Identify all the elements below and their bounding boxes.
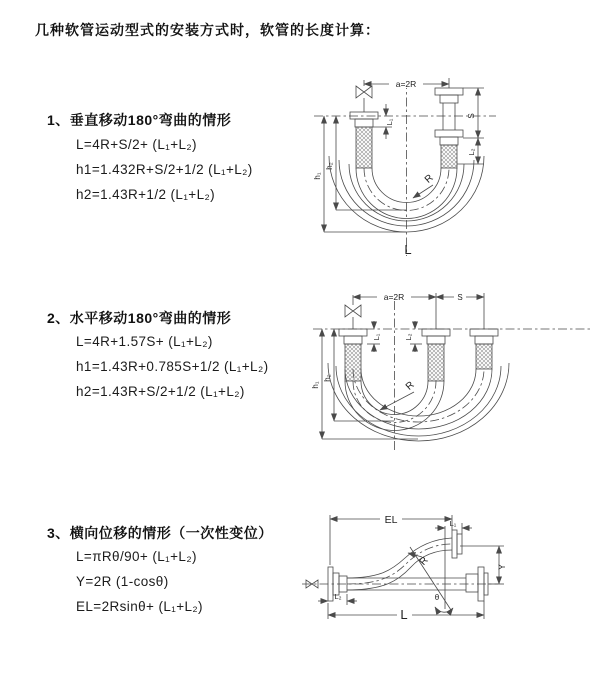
section-2-heading: 2、水平移动180°弯曲的情形	[47, 310, 232, 326]
dim-label-l1: L₁	[449, 519, 457, 528]
section-3-formula-L: L=πRθ/90+ (L₁+L₂)	[76, 549, 197, 564]
valve-icon	[345, 295, 361, 329]
dim-l	[328, 601, 484, 622]
section-1-heading: 1、垂直移动180°弯曲的情形	[47, 112, 232, 128]
section-2-formula-L: L=4R+1.57S+ (L₁+L₂)	[76, 334, 213, 349]
left-braided-hose	[345, 344, 361, 381]
dim-label-l: L	[404, 242, 412, 257]
angle-construction	[410, 526, 453, 612]
dim-l1	[435, 519, 472, 534]
right-flange	[470, 329, 498, 344]
diagram-vertical-180-bend	[306, 64, 586, 259]
radius-leader	[380, 380, 417, 410]
section-3-formula-EL: EL=2Rsinθ+ (L₁+L₂)	[76, 599, 203, 614]
dim-s-l2	[457, 88, 484, 164]
right-flange-stack	[435, 88, 463, 145]
section-3-formula-Y: Y=2R (1-cosθ)	[76, 574, 169, 589]
dim-label-l2: L₂	[467, 148, 476, 156]
right-braided-hose	[441, 145, 457, 168]
dim-label-l2: L₂	[404, 333, 413, 341]
dim-label-l1: L₁	[372, 333, 381, 341]
dim-y	[460, 546, 507, 584]
dim-a2r	[364, 78, 449, 89]
diagram-horizontal-180-bend	[308, 281, 598, 456]
left-braided-hose	[356, 127, 372, 168]
section-1-formula-h2: h2=1.43R+1/2 (L₁+L₂)	[76, 187, 216, 202]
dim-l2	[404, 321, 422, 352]
dim-label-el: EL	[384, 514, 398, 526]
dim-l1	[372, 104, 394, 139]
displaced-hose-curve	[347, 538, 452, 590]
dim-label-a2r: a=2R	[383, 292, 405, 302]
dim-l2	[318, 592, 357, 605]
dim-el	[330, 513, 452, 565]
section-3-heading: 3、横向位移的情形（一次性变位）	[47, 525, 273, 541]
dim-label-h1: h₁	[313, 172, 322, 180]
section-1-formula-L: L=4R+S/2+ (L₁+L₂)	[76, 137, 197, 152]
radius-leader	[413, 173, 436, 198]
diagram-lateral-displacement	[298, 497, 598, 657]
dim-label-r: R	[403, 379, 417, 393]
dim-label-y: Y	[497, 563, 507, 571]
middle-flange	[422, 329, 450, 344]
section-1-formula-h1: h1=1.432R+S/2+1/2 (L₁+L₂)	[76, 162, 253, 177]
dim-label-r: R	[422, 172, 436, 186]
dim-label-s: S	[467, 113, 476, 119]
middle-braided-hose	[428, 344, 444, 381]
dim-label-l2: L₂	[334, 592, 342, 601]
dim-label-s: S	[457, 293, 463, 302]
dim-label-theta: θ	[434, 593, 440, 602]
dim-l1	[367, 321, 381, 352]
dim-label-l1: L₁	[385, 118, 394, 126]
valve-icon	[356, 80, 372, 112]
dim-label-l: L	[400, 607, 408, 622]
left-flange	[350, 112, 378, 127]
left-flange	[339, 329, 367, 344]
right-upper-flange	[452, 530, 462, 558]
section-2-formula-h1: h1=1.43R+0.785S+1/2 (L₁+L₂)	[76, 359, 269, 374]
section-2-formula-h2: h2=1.43R+S/2+1/2 (L₁+L₂)	[76, 384, 245, 399]
dim-label-h1: h₁	[311, 381, 320, 389]
dim-label-r: R	[417, 554, 431, 568]
document-title: 几种软管运动型式的安装方式时，软管的长度计算：	[35, 22, 380, 38]
right-braided-hose	[476, 344, 492, 369]
dim-label-h2: h₂	[325, 162, 334, 170]
dim-h1-h2	[311, 329, 418, 439]
dim-label-a2r: a=2R	[395, 79, 417, 89]
dim-s	[436, 291, 484, 302]
dim-label-h2: h₂	[323, 374, 332, 382]
